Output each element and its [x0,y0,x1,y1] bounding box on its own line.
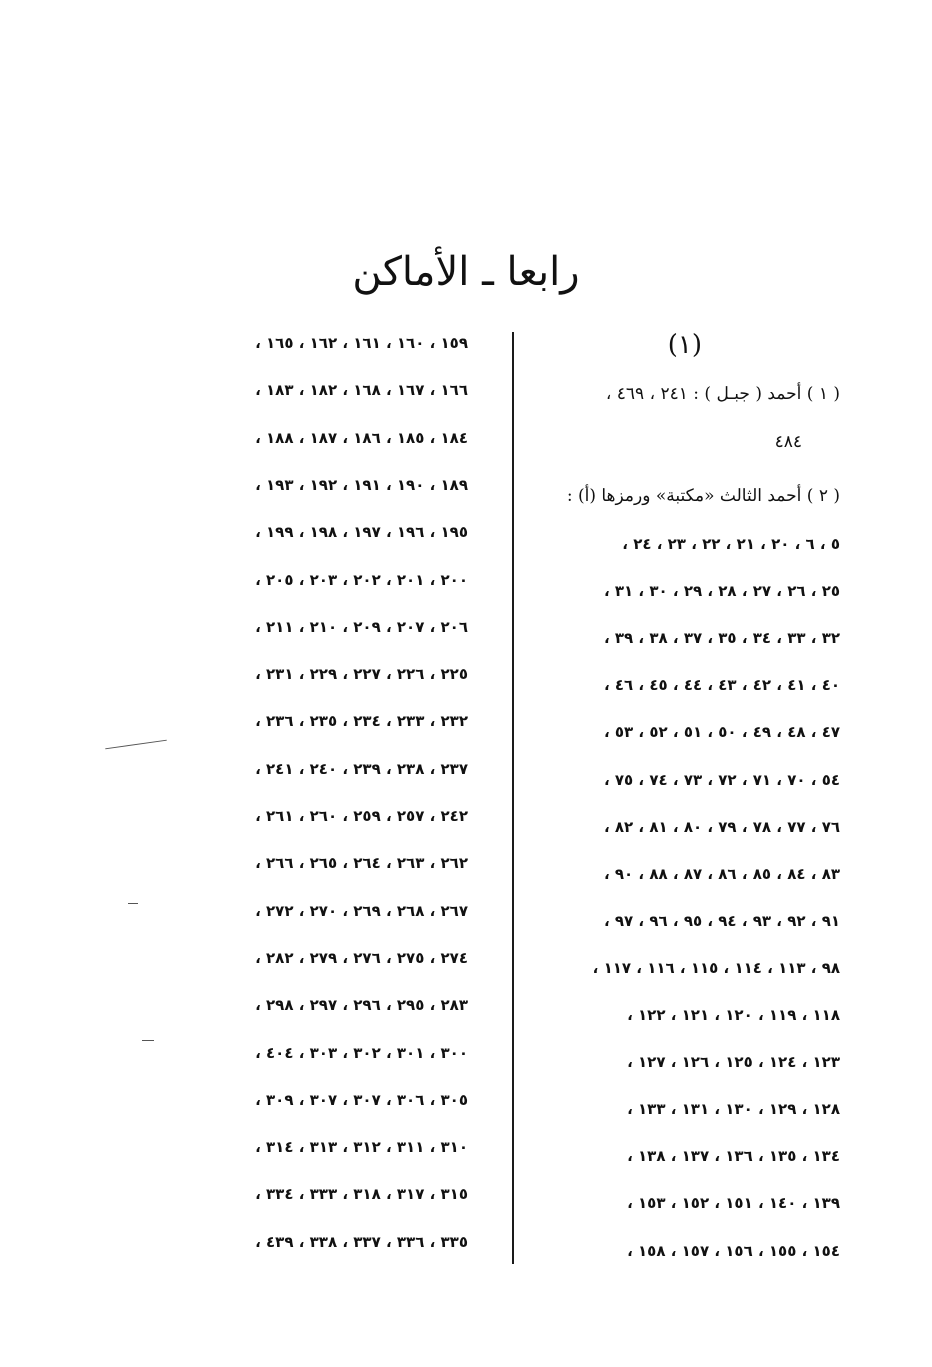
scan-line-mark [105,740,167,750]
scan-line-mark [128,903,138,904]
entry-2-heading: ( ٢ ) أحمد الثالث «مكتبة» ورمزها (أ) : [566,486,840,506]
right-row: ٥٤ ، ٧٠ ، ٧١ ، ٧٢ ، ٧٣ ، ٧٤ ، ٧٥ ، [603,770,840,789]
right-row: ١٢٨ ، ١٢٩ ، ١٣٠ ، ١٣١ ، ١٣٣ ، [627,1100,840,1119]
left-row: ١٨٤ ، ١٨٥ ، ١٨٦ ، ١٨٧ ، ١٨٨ ، [255,428,468,447]
left-row: ١٩٥ ، ١٩٦ ، ١٩٧ ، ١٩٨ ، ١٩٩ ، [255,523,468,542]
left-row: ٢٠٦ ، ٢٠٧ ، ٢٠٩ ، ٢١٠ ، ٢١١ ، [255,617,468,636]
right-row: ٨٣ ، ٨٤ ، ٨٥ ، ٨٦ ، ٨٧ ، ٨٨ ، ٩٠ ، [603,864,840,883]
right-row: ١٢٣ ، ١٢٤ ، ١٢٥ ، ١٢٦ ، ١٢٧ ، [627,1053,840,1072]
left-row: ٢٣٧ ، ٢٣٨ ، ٢٣٩ ، ٢٤٠ ، ٢٤١ ، [255,759,468,778]
right-row: ١٣٤ ، ١٣٥ ، ١٣٦ ، ١٣٧ ، ١٣٨ ، [627,1147,840,1166]
right-row: ١١٨ ، ١١٩ ، ١٢٠ ، ١٢١ ، ١٢٢ ، [627,1006,840,1024]
entry-1-heading: ( ١ ) أحمد ( جبـل ) : ٢٤١ ، ٤٦٩ ، [605,384,840,404]
page-title: رابعا ـ الأماكن [352,249,580,295]
left-row: ١٦٦ ، ١٦٧ ، ١٦٨ ، ١٨٢ ، ١٨٣ ، [255,381,468,400]
left-row: ٢٤٢ ، ٢٥٧ ، ٢٥٩ ، ٢٦٠ ، ٢٦١ ، [255,807,468,825]
left-row: ٣١٠ ، ٣١١ ، ٣١٢ ، ٣١٣ ، ٣١٤ ، [255,1138,468,1157]
left-row: ٣٣٥ ، ٣٣٦ ، ٣٣٧ ، ٣٣٨ ، ٤٣٩ ، [255,1232,468,1251]
left-row: ٢٧٤ ، ٢٧٥ ، ٢٧٦ ، ٢٧٩ ، ٢٨٢ ، [255,948,468,967]
left-row: ٢٠٠ ، ٢٠١ ، ٢٠٢ ، ٢٠٣ ، ٢٠٥ ، [255,570,468,589]
left-row: ٣٠٠ ، ٣٠١ ، ٣٠٢ ، ٣٠٣ ، ٤٠٤ ، [255,1043,468,1062]
scan-line-mark [142,1040,154,1041]
section-number: (١) [667,330,702,360]
right-row: ٩٨ ، ١١٣ ، ١١٤ ، ١١٥ ، ١١٦ ، ١١٧ ، [592,958,840,977]
left-row: ٢٨٣ ، ٢٩٥ ، ٢٩٦ ، ٢٩٧ ، ٢٩٨ ، [255,996,468,1015]
right-row: ١٣٩ ، ١٤٠ ، ١٥١ ، ١٥٢ ، ١٥٣ ، [627,1194,840,1213]
right-row: ٤٧ ، ٤٨ ، ٤٩ ، ٥٠ ، ٥١ ، ٥٢ ، ٥٣ ، [603,723,840,742]
left-row: ١٨٩ ، ١٩٠ ، ١٩١ ، ١٩٢ ، ١٩٣ ، [255,475,468,494]
left-row: ٣٠٥ ، ٣٠٦ ، ٣٠٧ ، ٣٠٧ ، ٣٠٩ ، [255,1090,468,1109]
entry-1-continuation: ٤٨٤ [774,432,802,452]
left-row: ٢٣٢ ، ٢٣٣ ، ٢٣٤ ، ٢٣٥ ، ٢٣٦ ، [255,712,468,731]
right-row: ٥ ، ٦ ، ٢٠ ، ٢١ ، ٢٢ ، ٢٣ ، ٢٤ ، [622,535,840,553]
left-row: ٢٦٧ ، ٢٦٨ ، ٢٦٩ ، ٢٧٠ ، ٢٧٢ ، [255,901,468,920]
right-row: ٣٢ ، ٣٣ ، ٣٤ ، ٣٥ ، ٣٧ ، ٣٨ ، ٣٩ ، [603,629,840,648]
right-row: ١٥٤ ، ١٥٥ ، ١٥٦ ، ١٥٧ ، ١٥٨ ، [627,1241,840,1260]
right-row: ٩١ ، ٩٢ ، ٩٣ ، ٩٤ ، ٩٥ ، ٩٦ ، ٩٧ ، [603,911,840,930]
left-row: ٢٦٢ ، ٢٦٣ ، ٢٦٤ ، ٢٦٥ ، ٢٦٦ ، [255,854,468,873]
column-divider [512,332,514,1264]
left-row: ١٥٩ ، ١٦٠ ، ١٦١ ، ١٦٢ ، ١٦٥ ، [255,334,468,352]
left-row: ٢٢٥ ، ٢٢٦ ، ٢٢٧ ، ٢٢٩ ، ٢٣١ ، [255,665,468,684]
right-row: ٧٦ ، ٧٧ ، ٧٨ ، ٧٩ ، ٨٠ ، ٨١ ، ٨٢ ، [603,817,840,836]
right-row: ٢٥ ، ٢٦ ، ٢٧ ، ٢٨ ، ٢٩ ، ٣٠ ، ٣١ ، [603,582,840,601]
left-row: ٣١٥ ، ٣١٧ ، ٣١٨ ، ٣٣٣ ، ٣٣٤ ، [255,1185,468,1204]
right-row: ٤٠ ، ٤١ ، ٤٢ ، ٤٣ ، ٤٤ ، ٤٥ ، ٤٦ ، [603,676,840,695]
